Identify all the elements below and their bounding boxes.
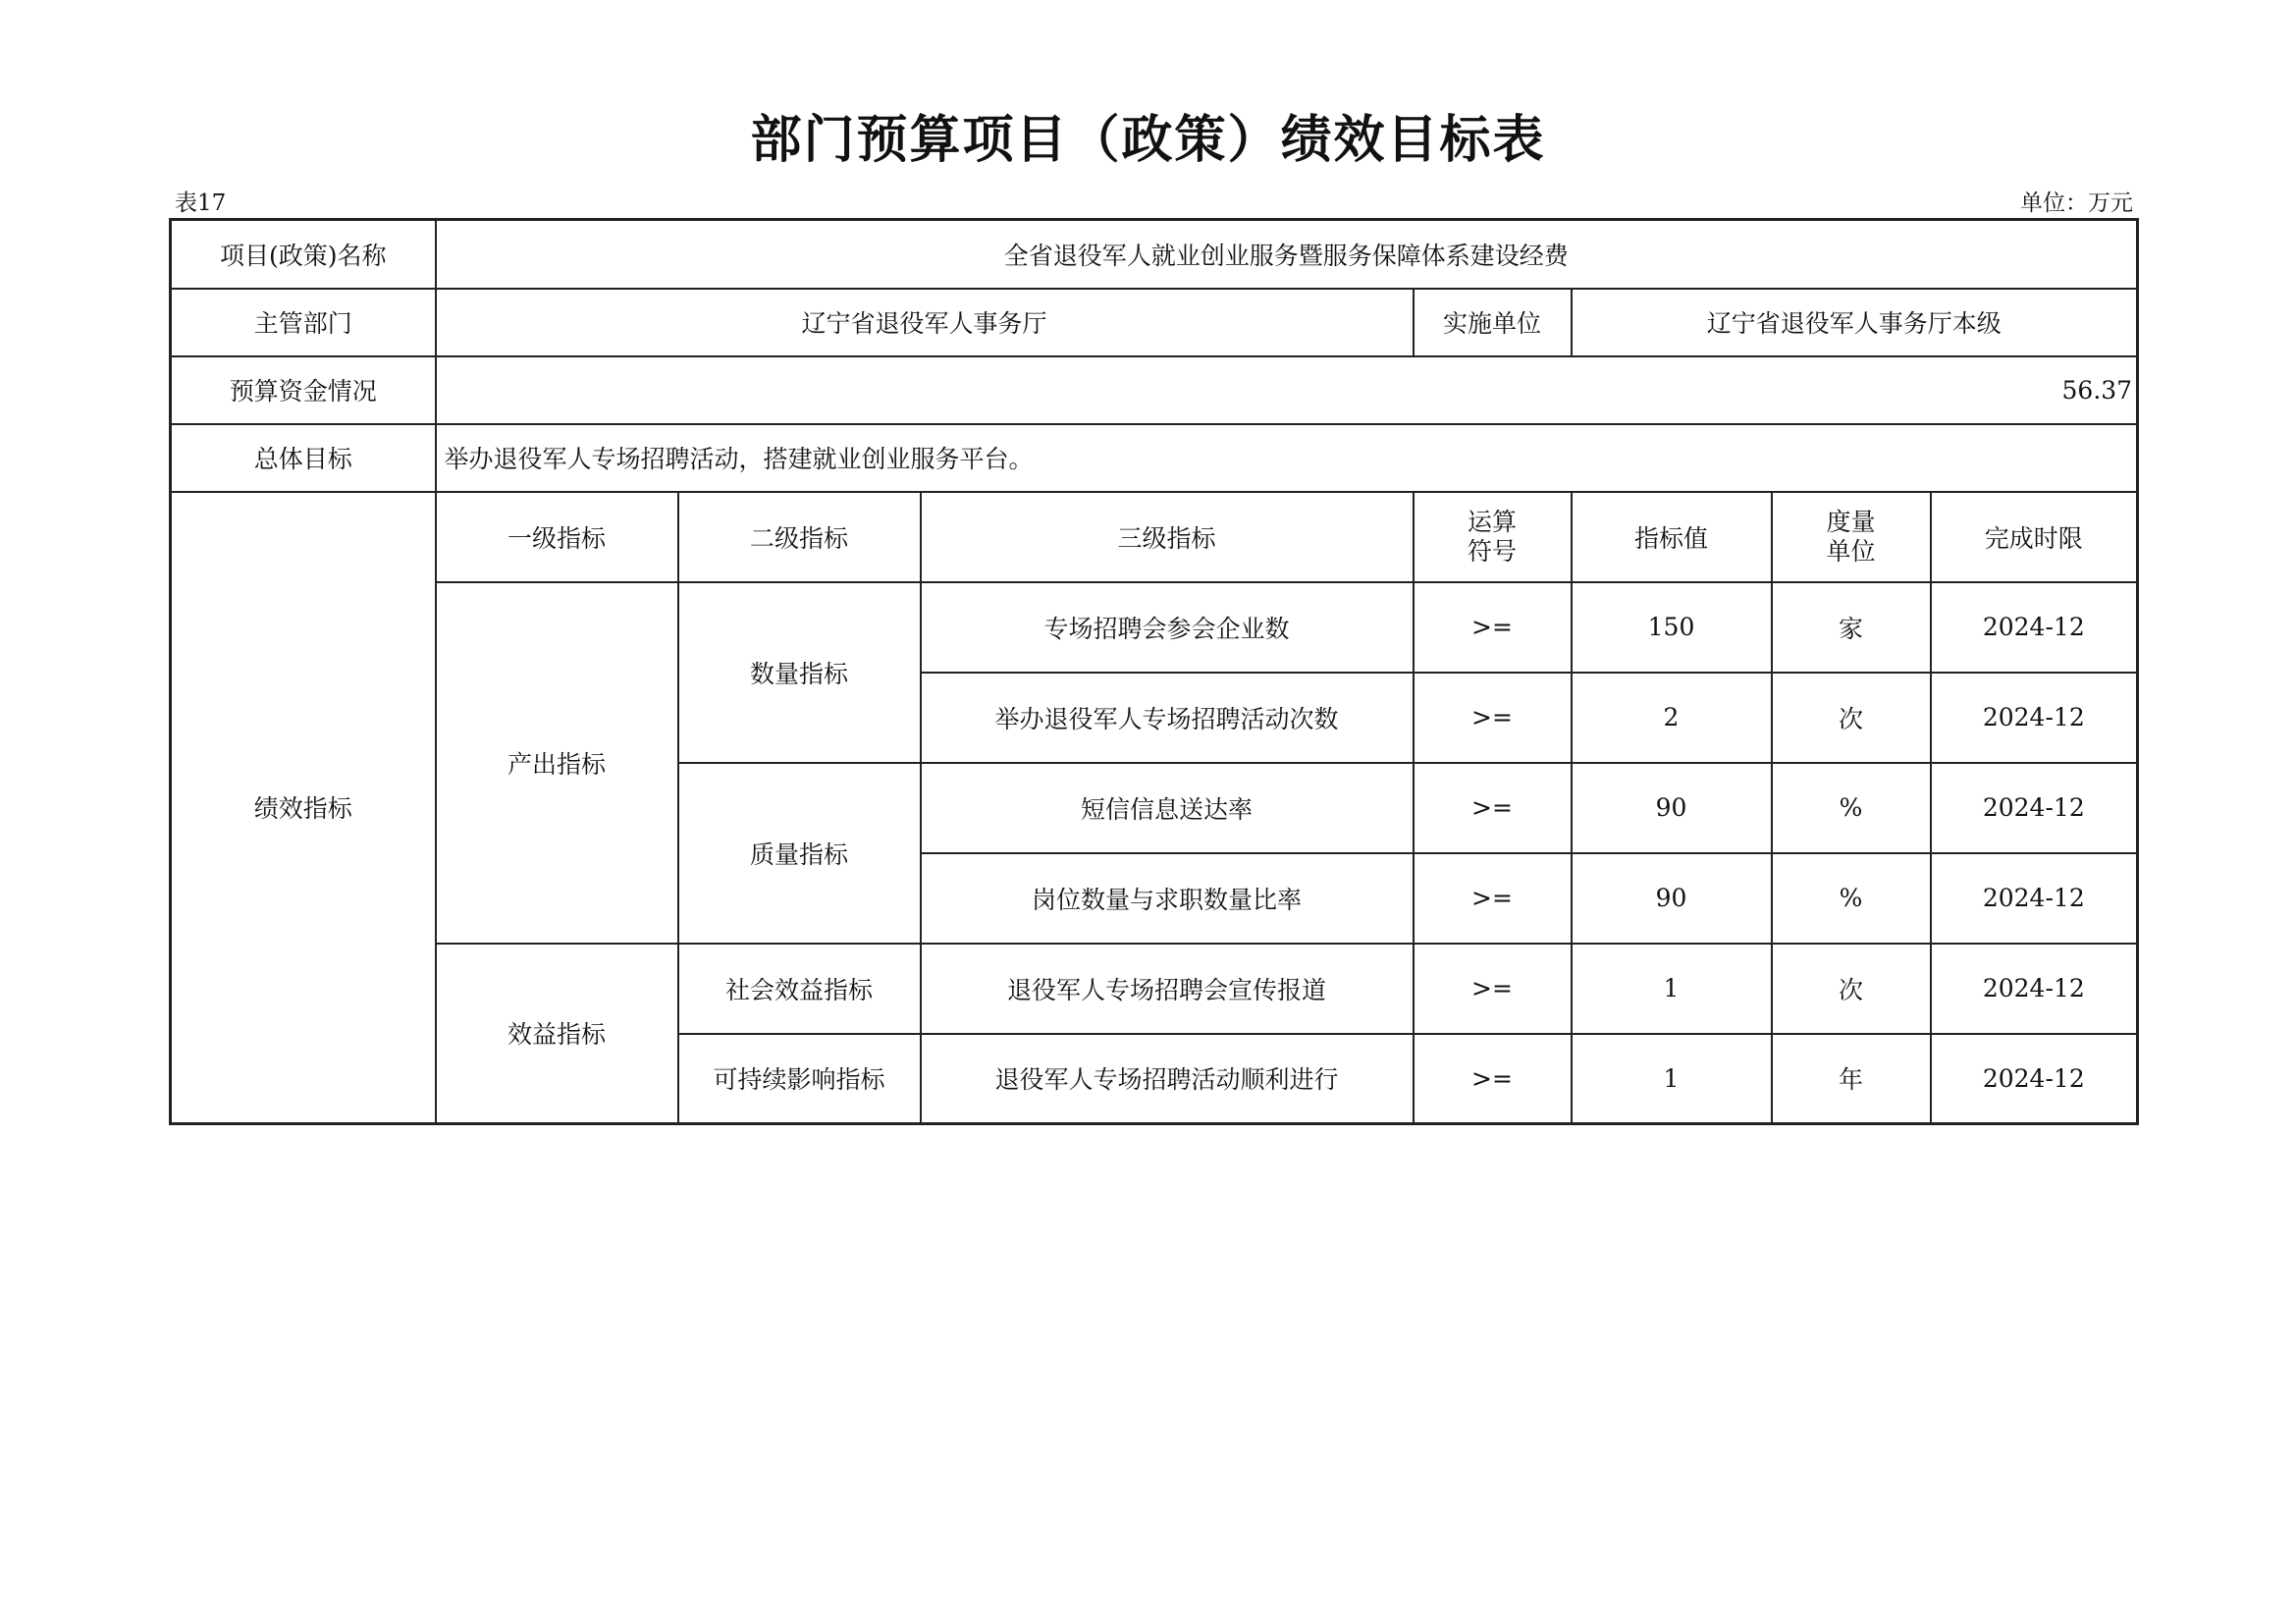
impl-label: 实施单位 — [1414, 289, 1572, 356]
indicator-unit: 次 — [1772, 944, 1931, 1034]
header-level3: 三级指标 — [921, 492, 1414, 582]
indicator-name: 退役军人专场招聘会宣传报道 — [921, 944, 1414, 1034]
performance-table — [169, 218, 2139, 1125]
header-target: 指标值 — [1572, 492, 1772, 582]
indicator-unit: 次 — [1772, 673, 1931, 763]
indicator-value: 90 — [1572, 763, 1772, 853]
indicator-name: 岗位数量与求职数量比率 — [921, 853, 1414, 944]
indicator-deadline: 2024-12 — [1931, 1034, 2138, 1124]
project-value: 全省退役军人就业创业服务暨服务保障体系建设经费 — [436, 220, 2138, 289]
indicator-operator: >= — [1414, 853, 1572, 944]
indicator-name: 短信信息送达率 — [921, 763, 1414, 853]
indicator-unit: % — [1772, 763, 1931, 853]
indicator-value: 150 — [1572, 582, 1772, 673]
indicator-deadline: 2024-12 — [1931, 944, 2138, 1034]
indicator-header-row — [171, 492, 2138, 582]
goal-row — [171, 424, 2138, 492]
project-label: 项目(政策)名称 — [171, 220, 436, 289]
header-operator — [1414, 492, 1572, 582]
indicator-unit: 家 — [1772, 582, 1931, 673]
header-unit-line1: 度量 — [1826, 507, 1876, 536]
indicator-value: 1 — [1572, 1034, 1772, 1124]
indicator-value: 1 — [1572, 944, 1772, 1034]
indicator-deadline: 2024-12 — [1931, 763, 2138, 853]
group-output: 产出指标 — [436, 582, 678, 944]
header-level1: 一级指标 — [436, 492, 678, 582]
indicator-operator: >= — [1414, 673, 1572, 763]
indicator-operator: >= — [1414, 1034, 1572, 1124]
budget-value: 56.37 — [436, 356, 2138, 424]
group-social: 社会效益指标 — [678, 944, 921, 1034]
table-number: 表17 — [175, 190, 227, 216]
dept-value: 辽宁省退役军人事务厅 — [436, 289, 1414, 356]
dept-label: 主管部门 — [171, 289, 436, 356]
dept-row — [171, 289, 2138, 356]
table-row — [171, 582, 2138, 673]
page-title: 部门预算项目（政策）绩效目标表 — [750, 111, 1546, 170]
indicator-deadline: 2024-12 — [1931, 582, 2138, 673]
group-quality: 质量指标 — [678, 763, 921, 944]
header-deadline: 完成时限 — [1931, 492, 2138, 582]
header-operator-line1: 运算 — [1467, 507, 1517, 536]
group-quantity: 数量指标 — [678, 582, 921, 763]
indicator-value: 2 — [1572, 673, 1772, 763]
project-row — [171, 220, 2138, 289]
indicator-value: 90 — [1572, 853, 1772, 944]
table-row — [171, 944, 2138, 1034]
budget-label: 预算资金情况 — [171, 356, 436, 424]
header-unit-line2: 单位 — [1826, 536, 1876, 566]
header-operator-line2: 符号 — [1467, 536, 1517, 566]
indicator-operator: >= — [1414, 944, 1572, 1034]
group-benefit: 效益指标 — [436, 944, 678, 1124]
header-level2: 二级指标 — [678, 492, 921, 582]
unit-label: 单位：万元 — [2020, 190, 2133, 216]
indicator-name: 举办退役军人专场招聘活动次数 — [921, 673, 1414, 763]
indicator-unit: 年 — [1772, 1034, 1931, 1124]
impl-value: 辽宁省退役军人事务厅本级 — [1572, 289, 2138, 356]
goal-label: 总体目标 — [171, 424, 436, 492]
goal-value: 举办退役军人专场招聘活动，搭建就业创业服务平台。 — [436, 424, 2138, 492]
indicator-name: 专场招聘会参会企业数 — [921, 582, 1414, 673]
perf-label: 绩效指标 — [171, 492, 436, 1124]
indicator-operator: >= — [1414, 582, 1572, 673]
indicator-operator: >= — [1414, 763, 1572, 853]
indicator-deadline: 2024-12 — [1931, 673, 2138, 763]
group-sustain: 可持续影响指标 — [678, 1034, 921, 1124]
budget-row — [171, 356, 2138, 424]
indicator-deadline: 2024-12 — [1931, 853, 2138, 944]
indicator-name: 退役军人专场招聘活动顺利进行 — [921, 1034, 1414, 1124]
header-unit — [1772, 492, 1931, 582]
indicator-unit: % — [1772, 853, 1931, 944]
